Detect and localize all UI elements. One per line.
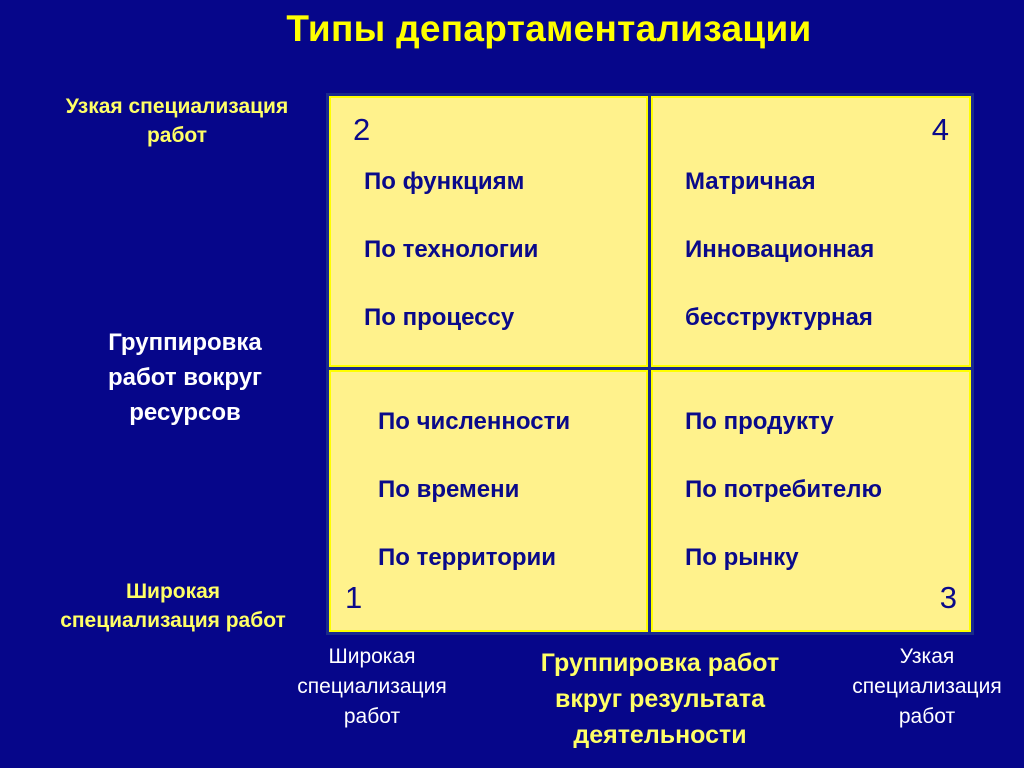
bottom-axis-left-label (262, 642, 482, 732)
bottom-axis-right-label (792, 642, 1024, 732)
bottom-axis-center-label-line: Группировка работ (540, 649, 780, 677)
bottom-axis-right-label-line: специализация (852, 675, 1002, 698)
quadrant-number: 1 (345, 580, 363, 615)
left-axis-top-label-line: работ (146, 124, 208, 147)
quadrant-item-list (685, 168, 874, 372)
quadrant-item: По времени (378, 476, 520, 503)
bottom-axis-center-label-line: деятельности (573, 721, 747, 749)
quadrant-number: 4 (931, 112, 949, 147)
bottom-axis-center-label-line: вкруг результата (555, 685, 765, 713)
quadrant-item: По продукту (685, 408, 834, 435)
quadrant-item: По потребителю (685, 476, 883, 503)
quadrant-bottom-right (651, 370, 971, 632)
quadrant-item-list (364, 168, 538, 372)
left-axis-top-label (22, 92, 332, 150)
left-axis-middle-label-line: ресурсов (129, 399, 241, 426)
quadrant-item-list (378, 408, 570, 612)
quadrant-grid (326, 93, 974, 635)
quadrant-bottom-left (329, 370, 648, 632)
left-axis-bottom-label (18, 577, 328, 635)
bottom-axis-left-label-line: специализация (297, 675, 447, 698)
quadrant-item: Инновационная (685, 236, 875, 263)
bottom-axis-right-label-line: Узкая (899, 645, 955, 668)
left-axis-middle-label (30, 325, 340, 430)
page-title: Типы департаментализации (286, 8, 812, 49)
bottom-axis-center-label (490, 645, 830, 753)
quadrant-item: По функциям (364, 168, 525, 195)
left-axis-bottom-label-line: Широкая (125, 580, 221, 603)
quadrant-top-left (329, 96, 648, 367)
left-axis-middle-label-line: Группировка (108, 329, 262, 356)
quadrant-item-list (685, 408, 882, 612)
quadrant-item: Матричная (685, 168, 816, 195)
bottom-axis-right-label-line: работ (898, 705, 956, 728)
quadrant-number: 3 (939, 580, 957, 615)
quadrant-item: бесструктурная (685, 304, 873, 331)
left-axis-middle-label-line: работ вокруг (107, 364, 263, 391)
quadrant-item: По численности (378, 408, 571, 435)
bottom-axis-left-label-line: работ (343, 705, 401, 728)
left-axis-bottom-label-line: специализация работ (60, 609, 286, 632)
left-axis-top-label-line: Узкая специализация (65, 95, 289, 118)
quadrant-top-right (651, 96, 971, 367)
quadrant-item: По технологии (364, 236, 539, 263)
quadrant-item: По процессу (364, 304, 515, 331)
quadrant-item: По рынку (685, 544, 799, 571)
quadrant-item: По территории (378, 544, 557, 571)
quadrant-number: 2 (353, 112, 371, 147)
bottom-axis-left-label-line: Широкая (328, 645, 416, 668)
